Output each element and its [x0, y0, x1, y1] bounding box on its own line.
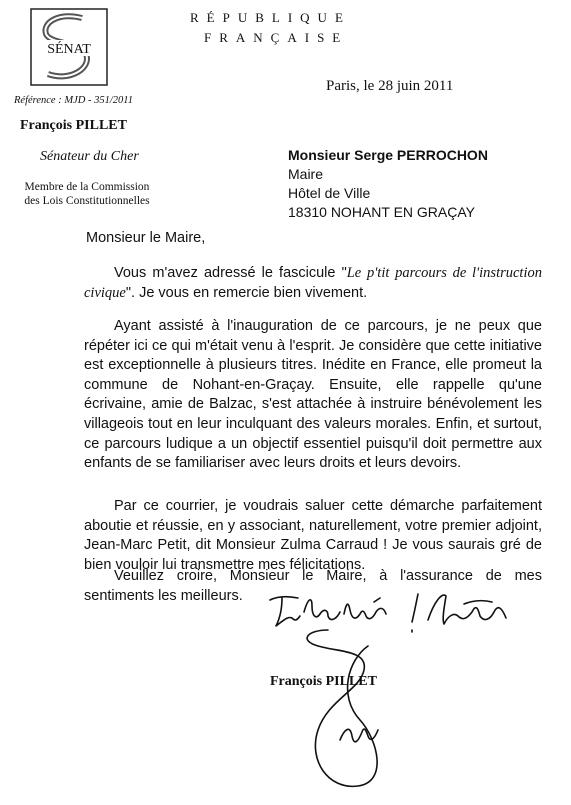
paragraph-2: Ayant assisté à l'inauguration de ce parcours, je ne peux que répéter ici ce qui m'était venu à l'esprit. Je considère que cette initiative est exceptionnelle à plusieurs titres. Inédite en France, elle promeut la commune de Nohant-en-Graçay. Ensuite, elle rappelle qu'une écrivaine, amie de Balzac, s'est attachée à instruire bénévolement les villageois tout en leur inculquant des valeurs morales. Enfin, et surtout, ce parcours ludique a un objectif essentiel puisqu'il doit permettre aux enfants de se familiariser avec leurs droits et leurs devoirs. — [84, 318, 542, 472]
logo-text: SÉNAT — [47, 42, 91, 57]
sender-membership — [2, 180, 172, 208]
member-line1: Membre de la Commission — [24, 181, 150, 193]
senat-logo — [30, 8, 108, 86]
republic-line1: RÉPUBLIQUE — [190, 10, 351, 25]
sender-title: Sénateur du Cher — [40, 149, 139, 164]
handwritten-signature — [268, 590, 538, 800]
republic-header — [190, 8, 351, 48]
salutation: Monsieur le Maire, — [86, 230, 206, 246]
letter-date: Paris, le 28 juin 2011 — [326, 78, 454, 94]
p1-after: ". Je vous en remercie bien vivement. — [125, 284, 368, 301]
recipient-block — [288, 146, 488, 222]
paragraph-4: Veuillez croire, Monsieur le Maire, à l'assurance de mes sentiments les meilleurs. — [84, 568, 542, 604]
paragraph-3: Par ce courrier, je voudrais saluer cette démarche parfaitement aboutie et réussie, en y associant, naturellement, votre premier adjoint, Jean-Marc Petit, dit Monsieur Zulma Carraud ! Je vous saurais gré de bien vouloir lui transmettre mes félicitations. — [84, 498, 542, 573]
signer-name: François PILLET — [270, 674, 377, 689]
recipient-name: Monsieur Serge PERROCHON — [288, 147, 488, 163]
p1-before: Vous m'avez adressé le fascicule " — [114, 265, 347, 281]
republic-line2: FRANÇAISE — [204, 30, 349, 45]
sender-name: François PILLET — [20, 118, 127, 133]
p1-title: Le p'tit parcours de l'instruction civique — [84, 265, 542, 301]
recipient-address2: 18310 NOHANT EN GRAÇAY — [288, 204, 475, 220]
recipient-address1: Hôtel de Ville — [288, 185, 371, 201]
member-line2: des Lois Constitutionnelles — [24, 195, 150, 207]
recipient-role: Maire — [288, 166, 324, 182]
reference: Référence : MJD - 351/2011 — [14, 95, 133, 106]
paragraph-1 — [84, 264, 542, 303]
